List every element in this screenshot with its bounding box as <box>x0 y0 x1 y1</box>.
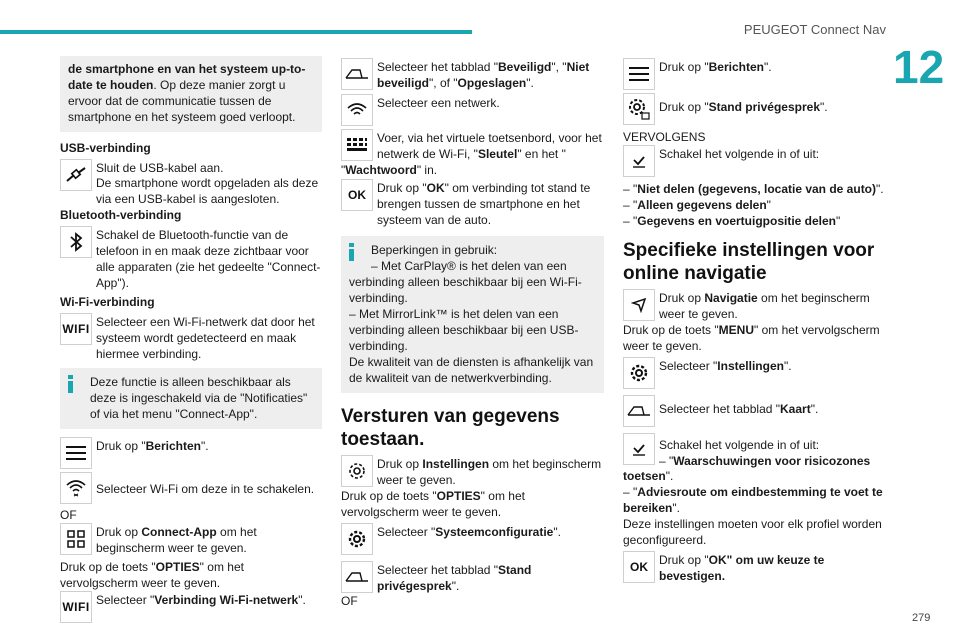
tabs-icon-2 <box>341 561 373 593</box>
private-mode-row <box>623 93 885 125</box>
t: Selecteer het tabblad " <box>377 60 499 74</box>
ok-icon-label: OK <box>630 560 648 574</box>
tabs-icon-3 <box>623 395 655 427</box>
column-1 <box>60 56 322 626</box>
top-accent-bar <box>0 30 472 34</box>
bluetooth-icon <box>60 226 92 258</box>
bt-row <box>60 226 322 291</box>
messages-row <box>60 437 322 469</box>
t: OK" om uw keuze te bevestigen. <box>659 553 825 583</box>
info-line1: Beperkingen in gebruik: <box>371 243 498 257</box>
wifi-heading: Wi-Fi-verbinding <box>60 295 155 309</box>
t: OK <box>426 181 445 195</box>
t: ". <box>298 593 306 607</box>
select-network-text: Selecteer een netwerk. <box>377 96 500 110</box>
wifi-text: Selecteer een Wi-Fi-netwerk dat door het systeem wordt gedetecteerd en maak hiermee verbinding. <box>96 315 315 361</box>
private-row <box>341 561 604 594</box>
t: Instellingen <box>717 359 784 373</box>
sysconf-row <box>341 523 604 555</box>
select-wifi-text: Selecteer Wi-Fi om deze in te schakelen. <box>96 482 315 496</box>
info-text: Deze functie is alleen beschikbaar als deze is ingeschakeld via de "Notificaties" of via het menu "Connect-App". <box>90 375 308 421</box>
usb-line1: Sluit de USB-kabel aan. <box>96 161 224 175</box>
bt-text: Schakel de Bluetooth-functie van de telefoon in en maak deze zichtbaar voor alle apparaten (zie het gedeelte "Connect-App"). <box>96 228 321 290</box>
chapter-number: 12 <box>893 41 945 93</box>
t: Druk op <box>377 457 423 471</box>
settings-gear-icon <box>341 455 373 487</box>
t: Druk op " <box>659 100 709 114</box>
t: Gegevens en voertuigpositie delen <box>637 214 837 228</box>
t: Niet beveiligd <box>377 60 590 90</box>
toggle-row <box>623 145 885 177</box>
enable-text-2: Schakel het volgende in of uit: <box>659 438 820 452</box>
toggle-row-2: Schakel het volgende in of uit: – "Waarschuwingen voor risicozones <box>623 433 885 469</box>
tabs-icon <box>341 58 373 90</box>
keyboard-icon <box>341 129 373 161</box>
info-line2: – Met CarPlay® is het delen van een verbinding alleen beschikbaar bij een Wi-Fi-verbinding. <box>349 259 582 305</box>
t: Niet delen (gegevens, locatie van de auto) <box>637 182 877 196</box>
t: Beveiligd <box>498 60 552 74</box>
tab-row <box>341 58 604 91</box>
connect-app-row <box>60 523 322 556</box>
t: Voer, via het virtuele toetsenbord, voor het netwerk de Wi-Fi, " <box>377 131 602 161</box>
info-line3: – Met MirrorLink™ is het delen van een verbinding alleen beschikbaar bij een USB-verbinding. <box>349 307 579 353</box>
t: Berichten <box>145 439 201 453</box>
t: ". <box>451 579 460 593</box>
checkbox-icon-2 <box>623 433 655 465</box>
t: Selecteer " <box>377 525 436 539</box>
network-row <box>341 94 604 126</box>
t: Navigatie <box>704 291 758 305</box>
t: Druk op <box>659 291 705 305</box>
t: Connect-App <box>141 525 217 539</box>
wifi-icon <box>60 472 92 504</box>
settings-gear-icon-3 <box>623 357 655 389</box>
t: OPTIES <box>436 489 481 503</box>
ok-row <box>341 179 604 228</box>
note-box <box>60 56 322 132</box>
t: Selecteer het tabblad " <box>377 563 499 577</box>
bt-heading: Bluetooth-verbinding <box>60 208 182 222</box>
t: Druk op " <box>96 439 146 453</box>
t: Stand privégesprek <box>708 100 820 114</box>
usb-cable-icon <box>60 159 92 191</box>
messages-icon <box>60 437 92 469</box>
t: Selecteer " <box>96 593 155 607</box>
note-bold: de smartphone en van het systeem up-to-date te houden <box>68 62 306 92</box>
t: MENU <box>718 323 754 337</box>
wifi-row <box>60 313 322 362</box>
t: ". <box>783 359 792 373</box>
t: " om het vervolgscherm weer te geven. <box>341 489 525 519</box>
t: ". <box>553 525 561 539</box>
wifi-label-icon <box>60 313 92 345</box>
t: Systeemconfiguratie <box>435 525 554 539</box>
ok-confirm-row <box>623 551 885 584</box>
map-tab-row <box>623 395 885 427</box>
checkbox-icon <box>623 145 655 177</box>
t: Waarschuwingen voor risicozones <box>673 454 871 468</box>
settings-lock-icon <box>623 93 655 125</box>
t: Druk op de toets " <box>623 323 719 337</box>
t: Druk op " <box>659 553 709 567</box>
section-heading-data: Versturen van gegevens toestaan. <box>341 406 560 450</box>
usb-heading: USB-verbinding <box>60 141 151 155</box>
info-icon <box>68 375 73 393</box>
wifi-label-icon-2 <box>60 591 92 623</box>
t: ". <box>820 100 828 114</box>
t: Selecteer het tabblad " <box>659 402 781 416</box>
keyboard-row <box>341 129 604 162</box>
settings-row <box>341 455 604 488</box>
enable-text: Schakel het volgende in of uit: <box>659 147 820 161</box>
t: " om verbinding tot stand te brengen tussen de smartphone en het systeem van de auto. <box>377 181 591 227</box>
t: Sleutel <box>477 147 518 161</box>
t: Druk op " <box>659 60 709 74</box>
t: ", of " <box>429 76 458 90</box>
t: ", " <box>551 60 567 74</box>
t: Druk op <box>96 525 142 539</box>
t: Verbinding Wi-Fi-netwerk <box>154 593 299 607</box>
t: Stand privégesprek <box>377 563 532 593</box>
info-line4: De kwaliteit van de diensten is afhankelijk van de kwaliteit van de netwerkverbinding. <box>349 355 594 385</box>
wifi-icon-label: WIFI <box>62 322 90 336</box>
t: Selecteer " <box>659 359 718 373</box>
ok-button-icon-2 <box>623 551 655 583</box>
ok-icon-label: OK <box>348 188 366 202</box>
page-number: 279 <box>912 612 931 624</box>
t: ". <box>526 76 534 90</box>
or-text-2: OF <box>341 594 358 608</box>
column-3: Druk op "Berichten". Druk op "Stand privégesprek". VERVOLGENS Schakel het volgende in of uit: – "Niet delen (gegevens, locatie van de auto)". – "Alleen gegevens delen" – "Gegevens en voertuigpositie delen" Specifieke instellingen voor online navigatie Druk op Navigatie om het beginscherm weer te geven. Druk op de toets "MENU" om het vervolgscherm weer te geven. Selecteer "Instellingen". Selecteer het tabblad "Kaart". Schakel het volgende in of uit: – "Waarschuwingen voor risicozones toetsen". – "Adviesroute om eindbestemming te voet te bereiken". Deze instellingen moeten voor elk profiel worden geconfigureerd. OK Druk op "OK" om uw keuze te bevestigen. <box>623 60 884 583</box>
t: Druk op de toets " <box>60 560 156 574</box>
navigation-arrow-icon <box>623 289 655 321</box>
profile-text: Deze instellingen moeten voor elk profiel worden geconfigureerd. <box>623 517 882 547</box>
t: ". <box>763 60 772 74</box>
t: om het beginscherm weer te geven. <box>659 291 870 321</box>
info-icon <box>349 243 354 261</box>
apps-grid-icon <box>60 523 92 555</box>
messages-icon <box>623 58 655 90</box>
section-heading-navigation: Specifieke instellingen voor online navigatie <box>623 240 875 284</box>
info-box <box>60 368 322 429</box>
nav-settings-row <box>623 357 885 389</box>
t: Druk op " <box>377 181 427 195</box>
t: Instellingen <box>422 457 490 471</box>
wifi-icon-label: WIFI <box>62 600 90 614</box>
note-text: . Op deze manier zorgt u ervoor dat de communicatie tussen de smartphone en het systeem goed verloopt. <box>68 78 296 124</box>
settings-gear-icon-2 <box>341 523 373 555</box>
t: ". <box>200 439 209 453</box>
messages-row-2 <box>623 58 885 90</box>
t: ". <box>810 402 819 416</box>
t: Kaart <box>780 402 811 416</box>
t: " om het vervolgscherm weer te geven. <box>623 323 880 353</box>
t: Berichten <box>708 60 764 74</box>
wifi-select-row <box>60 472 322 504</box>
t: Druk op de toets " <box>341 489 437 503</box>
t: OPTIES <box>155 560 200 574</box>
t: Wachtwoord <box>345 163 417 177</box>
wifi-connection-row <box>60 591 322 623</box>
t: om het beginscherm weer te geven. <box>96 525 257 555</box>
usb-line2: De smartphone wordt opgeladen als deze via een USB-kabel is aangesloten. <box>96 176 319 206</box>
t: " om het vervolgscherm weer te geven. <box>60 560 244 590</box>
info-box-2 <box>341 236 604 393</box>
t: om het beginscherm weer te geven. <box>377 457 602 487</box>
t: Alleen gegevens delen <box>637 198 767 212</box>
ok-button-icon <box>341 179 373 211</box>
next-label: VERVOLGENS <box>623 130 706 144</box>
t: Adviesroute om eindbestemming te voet te bereiken <box>623 485 883 515</box>
column-2: Selecteer het tabblad "Beveiligd", "Niet beveiligd", of "Opgeslagen". Selecteer een netwerk. Voer, via het virtuele toetsenbord, voor het netwerk de Wi-Fi, "Sleutel" en het " "Wachtwoord" in. OK Druk op "OK" om verbinding tot stand te brengen tussen de smartphone en het systeem van de auto. Beperkingen in gebruik: – Met CarPlay® is het delen van een verbinding alleen beschikbaar bij een Wi-Fi-verbinding. – Met MirrorLink™ is het delen van een verbinding alleen beschikbaar bij een USB-verbinding. De kwaliteit van de diensten is afhankelijk van de kwaliteit van de netwerkverbinding. Versturen van gegevens toestaan. Druk op Instellingen om het beginscherm weer te geven. Druk op de toets "OPTIES" om het vervolgscherm weer te geven. Selecteer "Systeemconfiguratie". Selecteer het tabblad "Stand privégesprek". OF <box>341 56 604 609</box>
or-text: OF <box>60 508 77 522</box>
t: " en het " <box>517 147 566 161</box>
t: Opgeslagen <box>457 76 527 90</box>
wifi-icon <box>341 94 373 126</box>
navigation-row <box>623 289 885 322</box>
header-title: PEUGEOT Connect Nav <box>743 22 886 37</box>
t: " in. <box>416 163 438 177</box>
